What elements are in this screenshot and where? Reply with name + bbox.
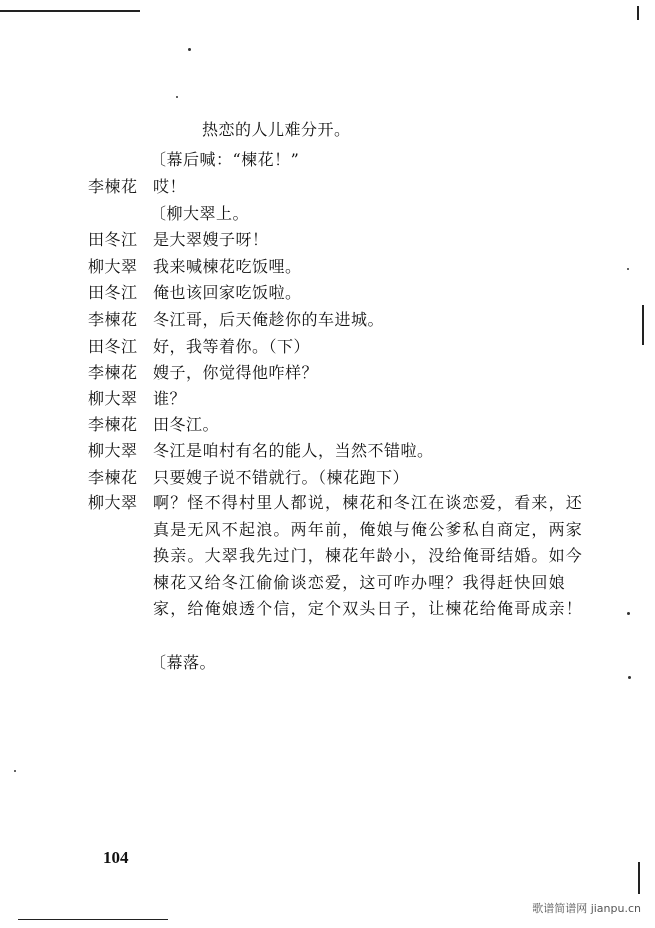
speaker-name: 李楝花 — [88, 310, 138, 329]
speaker-name: 田冬江 — [88, 283, 138, 302]
speaker-name: 柳大翠 — [88, 493, 138, 512]
right-edge-mark — [637, 6, 639, 20]
speaker-name: 李楝花 — [88, 415, 138, 434]
right-edge-mark-2 — [642, 305, 644, 345]
speaker-name: 李楝花 — [88, 363, 138, 382]
scan-speck — [627, 612, 630, 615]
line-text: 〔幕后喊：“楝花！” — [150, 150, 300, 169]
page-number: 104 — [103, 848, 129, 867]
scan-speck — [176, 96, 178, 98]
site-watermark: 歌谱简谱网 jianpu.cn — [532, 902, 641, 915]
scan-speck — [14, 770, 16, 772]
line-text: 〔柳大翠上。 — [150, 204, 250, 223]
line-text: 是大翠嫂子呀！ — [153, 230, 269, 249]
speaker-name: 田冬江 — [88, 230, 138, 249]
line-text: 只要嫂子说不错就行。（楝花跑下） — [153, 468, 410, 487]
speaker-name: 柳大翠 — [88, 441, 138, 460]
line-text: 田冬江。 — [153, 415, 220, 434]
scan-speck — [188, 48, 191, 51]
scan-speck — [628, 676, 631, 679]
line-text: 俺也该回家吃饭啦。 — [153, 283, 302, 302]
scan-speck — [627, 268, 629, 270]
top-rule-decoration — [0, 10, 140, 12]
line-text: 嫂子，你觉得他咋样？ — [153, 363, 319, 382]
line-text: 哎！ — [153, 177, 187, 196]
speaker-name: 李楝花 — [88, 177, 138, 196]
line-text: 冬江哥，后天俺趁你的车进城。 — [153, 310, 385, 329]
line-text: 好，我等着你。（下） — [153, 337, 311, 356]
line-text: 热恋的人儿难分开。 — [202, 120, 351, 139]
bottom-rule-decoration — [18, 919, 168, 920]
speaker-name: 李楝花 — [88, 468, 138, 487]
line-text: 谁？ — [153, 389, 187, 408]
stage-direction — [150, 150, 299, 170]
speaker-name: 田冬江 — [88, 337, 138, 356]
stage-direction — [150, 653, 216, 673]
speaker-name: 柳大翠 — [88, 257, 138, 276]
line-text: 〔幕落。 — [150, 653, 217, 672]
line-text: 我来喊楝花吃饭哩。 — [153, 257, 302, 276]
monologue-paragraph: 啊？怪不得村里人都说，楝花和冬江在谈恋爱，看来，还真是无风不起浪。两年前，俺娘与俺公爹私自商定，两家换亲。大翠我先过门，楝花年龄小，没给俺哥结婚。如今楝花又给冬江偷偷谈恋爱，这可咋办哩？我得赶快回娘家，给俺娘透个信，定个双头日子，让楝花给俺哥成亲！ — [153, 493, 584, 618]
right-edge-mark-3 — [638, 862, 640, 894]
stage-direction — [150, 204, 249, 224]
speaker-name: 柳大翠 — [88, 389, 138, 408]
line-text: 冬江是咱村有名的能人，当然不错啦。 — [153, 441, 434, 460]
stage-line — [202, 120, 351, 140]
